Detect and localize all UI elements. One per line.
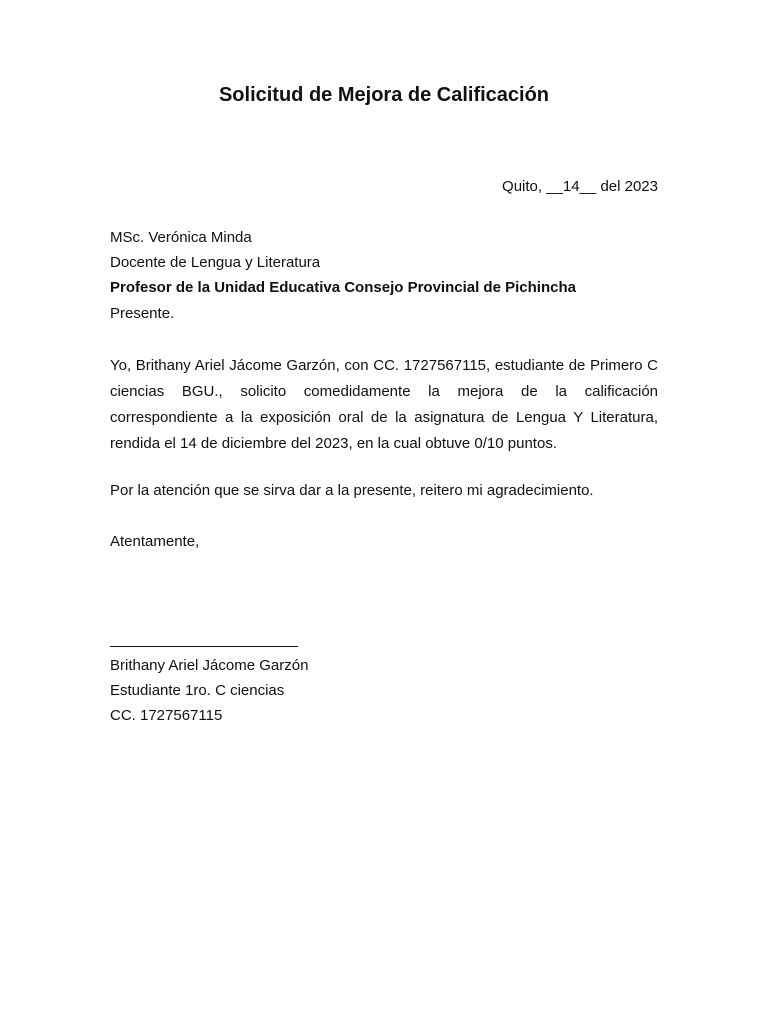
signer-id: CC. 1727567115 [110,707,223,724]
request-paragraph: Yo, Brithany Ariel Jácome Garzón, con CC. 1727567115, estudiante de Primero C ciencias BGU., solicito comedidamente la mejora de la calificación correspondiente a la exposición oral de la asignatura de Lengua Y Literatura, rendida el 14 de diciembre del 2023, en la cual obtuve 0/10 puntos. [110,357,658,452]
signer-name: Brithany Ariel Jácome Garzón [110,657,309,674]
signer-role: Estudiante 1ro. C ciencias [110,682,285,699]
date-line: Quito, __14__ del 2023 [502,178,658,195]
document-title: Solicitud de Mejora de Calificación [218,84,550,106]
recipient-institution: Profesor de la Unidad Educativa Consejo Provincial de Pichincha [110,279,576,296]
greeting: Presente. [110,305,175,322]
recipient-name: MSc. Verónica Minda [110,229,252,246]
signature-line [110,646,298,647]
thanks-paragraph: Por la atención que se sirva dar a la presente, reitero mi agradecimiento. [110,482,594,499]
closing-line: Atentamente, [110,533,200,550]
recipient-role: Docente de Lengua y Literatura [110,254,321,271]
